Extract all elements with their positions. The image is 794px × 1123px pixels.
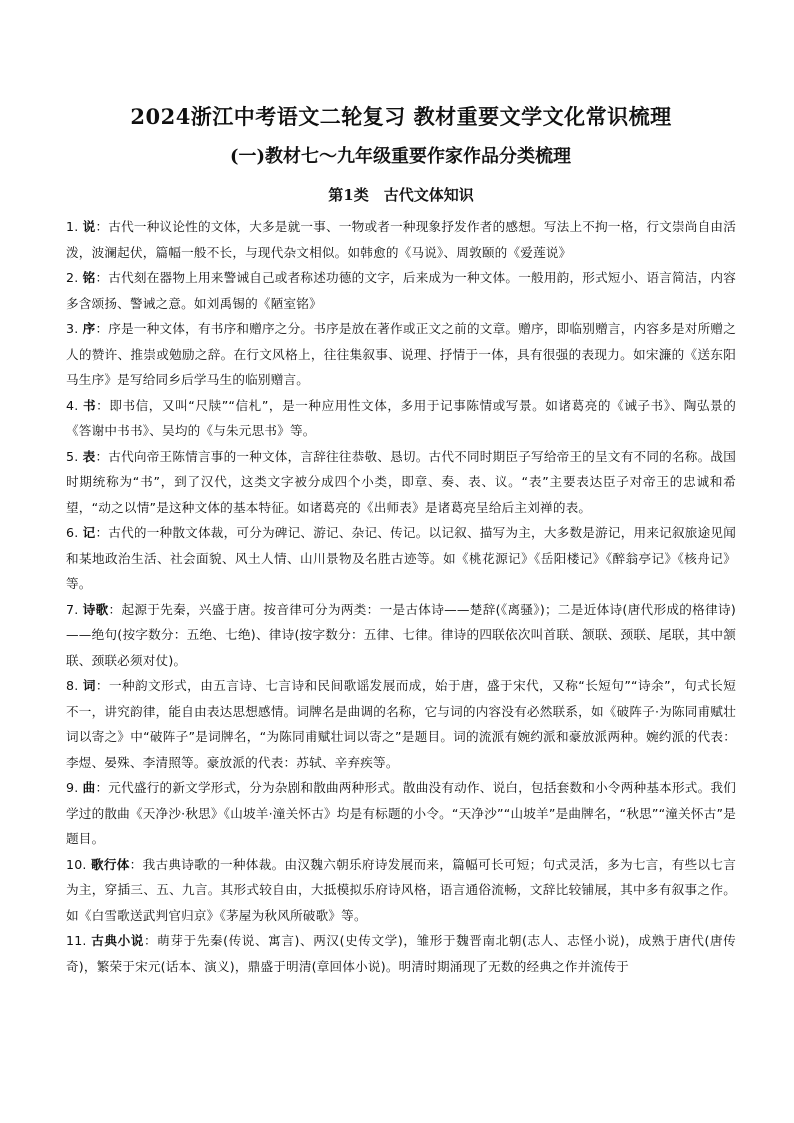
list-item [66,597,736,674]
item-text: ：元代盛行的新文学形式，分为杂剧和散曲两种形式。散曲没有动作、说白，包括套数和小令两种基本形式。我们学过的散曲《天净沙·秋思》《山坡羊·潼关怀古》均是有标题的小令。“天净沙”“山坡羊”是曲牌名，“秋思”“潼关怀古”是题目。 [66,780,737,846]
item-number: 4. [66,397,83,413]
item-number: 5. [66,448,83,464]
item-term: 歌行体 [90,856,130,872]
list-item [66,928,736,979]
item-text: ：我古典诗歌的一种体裁。由汉魏六朝乐府诗发展而来，篇幅可长可短；句式灵活，多为七言，有些以七言为主，穿插三、五、九言。其形式较自由，大抵模拟乐府诗风格，语言通俗流畅，文辞比较铺展，其中多有叙事之作。如《白雪歌送武判官归京》《茅屋为秋风所破歌》等。 [66,856,736,923]
item-number: 6. [66,525,83,540]
item-text: ：起源于先秦，兴盛于唐。按音律可分为两类：一是古体诗——楚辞(《离骚》)；二是近体诗(唐代形成的格律诗)——绝句(按字数分：五绝、七绝)、律诗(按字数分：五律、七律。律诗的四联依次叫首联、颔联、颈联、尾联，其中颔联、颈联必须对仗)。 [66,601,736,668]
section-subtitle: (一)教材七～九年级重要作家作品分类梳理 [230,146,572,167]
item-number: 9. [66,780,83,795]
list-item [66,214,736,265]
item-number: 8. [66,678,83,693]
item-number: 2. [66,270,83,285]
item-text: ：萌芽于先秦(传说、寓言)、两汉(史传文学)，雏形于魏晋南北朝(志人、志怪小说)，成熟于唐代(唐传奇)，繁荣于宋元(话本、演义)，鼎盛于明清(章回体小说)。明清时期涌现了无数的经典之作并流传于 [66,933,736,974]
list-item [66,393,736,444]
list-item [66,775,736,852]
item-term: 古典小说 [91,933,144,948]
item-term: 表 [82,448,96,464]
item-term: 序 [82,321,96,336]
list-item [66,444,736,521]
item-number: 3. [66,321,83,336]
item-number: 1. [66,219,83,234]
item-term: 铭 [82,270,96,285]
list-item [66,520,736,597]
item-number: 10. [66,856,91,872]
item-term: 曲 [82,780,96,795]
item-number: 7. [66,601,83,617]
document-title: 2024浙江中考语文二轮复习 教材重要文学文化常识梳理 [130,104,672,129]
item-term: 诗歌 [82,601,109,617]
list-item [66,673,736,775]
item-number: 11. [66,933,92,948]
item-term: 说 [82,219,96,234]
item-term: 词 [82,678,96,693]
list-item [66,265,736,316]
item-text: ：古代的一种散文体裁，可分为碑记、游记、杂记、传记。以记叙、描写为主，大多数是游记，用来记叙旅途见闻和某地政治生活、社会面貌、风土人情、山川景物及名胜古迹等。如《桃花源记》《岳阳楼记》《醉翁亭记》《核舟记》等。 [66,525,736,591]
item-text: ：古代刻在器物上用来警诫自己或者称述功德的文字，后来成为一种文体。一般用韵，形式短小、语言简洁，内容多含颂扬、警诫之意。如刘禹锡的《陋室铭》 [66,270,736,311]
item-text: ：即书信，又叫“尺牍”“信札”，是一种应用性文体，多用于记事陈情或写景。如诸葛亮的《诫子书》、陶弘景的《答谢中书书》、吴均的《与朱元思书》等。 [66,397,737,438]
item-term: 书 [83,397,97,413]
item-text: ：一种韵文形式，由五言诗、七言诗和民间歌谣发展而成，始于唐，盛于宋代，又称“长短句”“诗余”，句式长短不一，讲究韵律，能自由表达思想感情。词牌名是曲调的名称，它与词的内容没有必然联系，如《破阵子·为陈同甫赋壮词以寄之》中“破阵子”是词牌名，“为陈同甫赋壮词以寄之”是题目。词的流派有婉约派和豪放派两种。婉约派的代表：李煜、晏殊、李清照等。豪放派的代表：苏轼、辛弃疾等。 [66,678,737,770]
item-term: 记 [82,525,96,540]
item-text: ：序是一种文体，有书序和赠序之分。书序是放在著作或正文之前的文章。赠序，即临别赠言，内容多是对所赠之人的赞许、推崇或勉励之辞。在行文风格上，往往集叙事、说理、抒情于一体，具有很强的表现力。如宋濂的《送东阳马生序》是写给同乡后学马生的临别赠言。 [66,321,736,387]
item-text: ：古代向帝王陈情言事的一种文体，言辞往往恭敬、恳切。古代不同时期臣子写给帝王的呈文有不同的名称。战国时期统称为“书”，到了汉代，这类文字被分成四个小类，即章、奏、表、议。“表”主要表达臣子对帝王的忠诚和希望，“动之以情”是这种文体的基本特征。如诸葛亮的《出师表》是诸葛亮呈给后主刘禅的表。 [66,448,736,515]
item-list [66,214,736,979]
list-item [66,316,736,393]
list-item [66,852,736,929]
item-text: ：古代一种议论性的文体，大多是就一事、一物或者一种现象抒发作者的感想。写法上不拘一格，行文崇尚自由活泼，波澜起伏，篇幅一般不长，与现代杂文相似。如韩愈的《马说》、周敦颐的《爱莲说》 [66,219,736,260]
category-heading: 第1类 古代文体知识 [328,186,474,204]
